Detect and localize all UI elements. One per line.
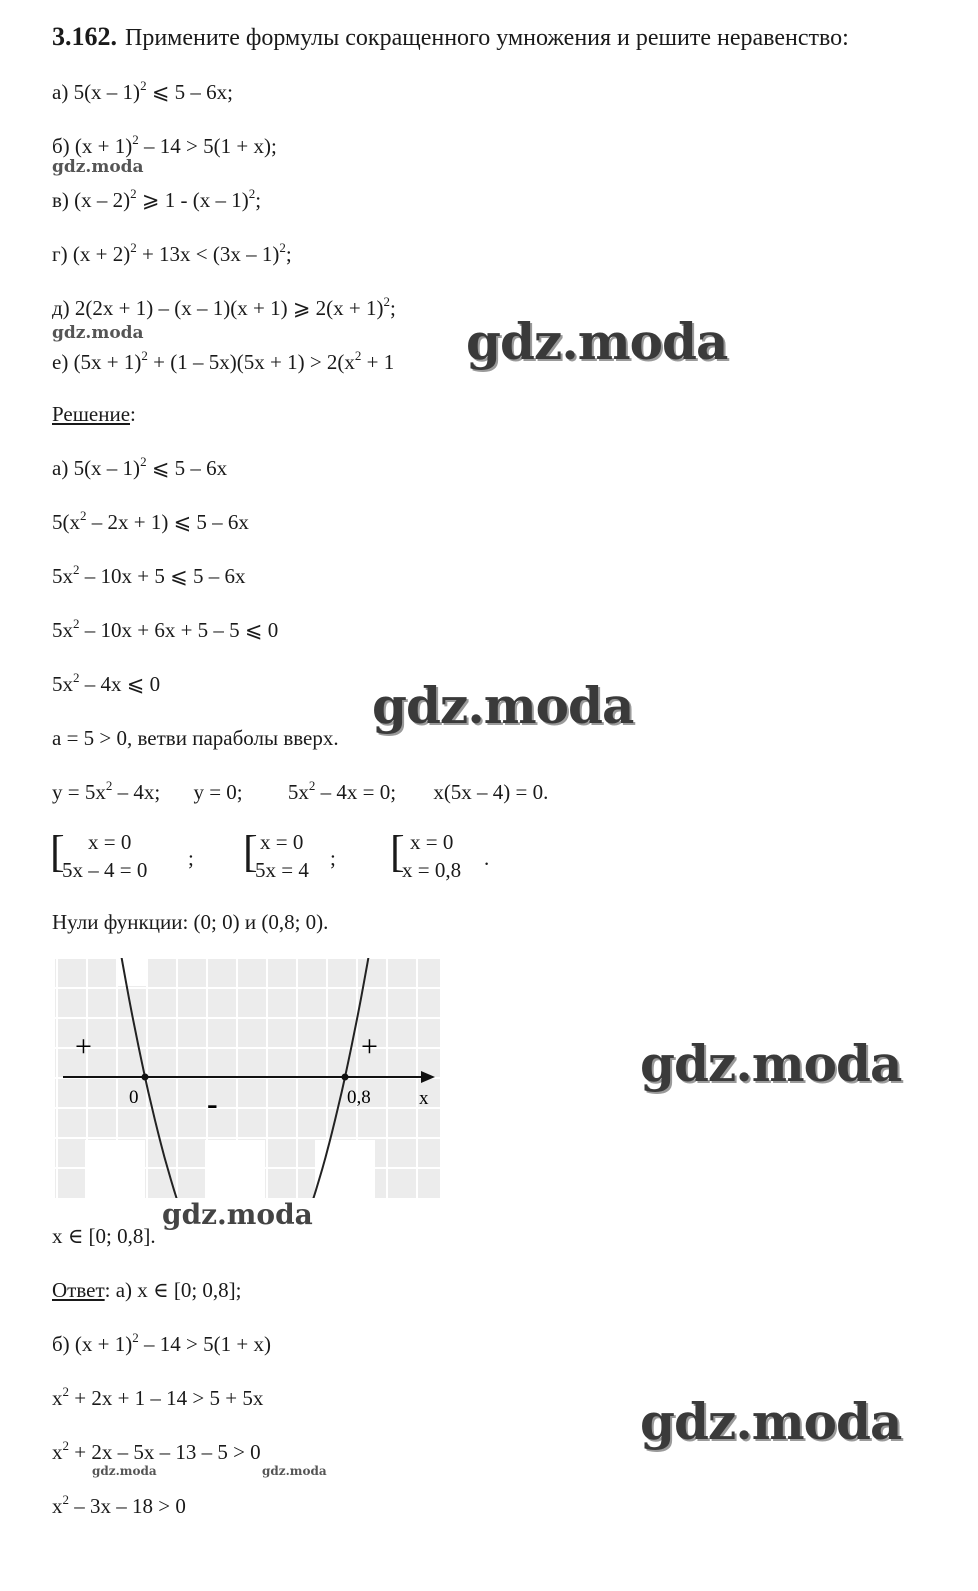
step-4: $5x^2 - 10x + 6x + 5 - 5$ ⩽ 0 [52, 616, 279, 642]
tick-label-0: 0 [129, 1087, 139, 1108]
watermark: gdz.moda [372, 676, 634, 735]
problem-title [52, 22, 849, 52]
step-7: $y = 5x^2 - 4x$; y = 0; $5x^2 - 4x = 0$; x(5x – 4) = 0. [52, 778, 549, 804]
problem-item-e: е) $(5x + 1)^2 + (1 - 5x)(5x + 1) > 2(x^2 + 1$ [52, 348, 395, 374]
part-b-step-4: $x^2 - 3x - 18 > 0$ [52, 1492, 186, 1518]
problem-item-b: б) $(x + 1)^2 - 14 > 5(1 + x)$; [52, 132, 277, 158]
solution-heading: Решение: [52, 402, 136, 426]
graph-white-patch [205, 1140, 265, 1198]
problem-statement: Примените формулы сокращенного умножения и решите неравенство: [125, 25, 849, 51]
graph-white-patch [85, 1140, 145, 1198]
sign-plus-right: + [361, 1030, 378, 1063]
problem-item-d: д) 2(2x + 1) – (x – 1)(x + 1) ⩾ $2(x + 1)^2$; [52, 294, 396, 320]
x-axis-label: x [419, 1088, 429, 1109]
separator-1: ; [188, 846, 194, 870]
watermark: gdz.moda [262, 1464, 327, 1478]
system-1: x = 0 5x – 4 = 0 [62, 830, 148, 882]
problem-item-v: в) (x – 2)$^2$ ⩾ 1 - (x – 1)$^2$; [52, 186, 262, 212]
zero-point-0-8 [342, 1074, 349, 1081]
system-3: x = 0 x = 0,8 [402, 830, 462, 882]
separator-2: ; [330, 846, 336, 870]
watermark: gdz.moda [162, 1198, 313, 1231]
function-zeros: Нули функции: (0; 0) и (0,8; 0). [52, 910, 329, 934]
separator-3: . [484, 846, 490, 870]
step-5: $5x^2 - 4x$ ⩽ 0 [52, 670, 161, 696]
part-b-step-3: $x^2 + 2x - 5x - 13 - 5 > 0$ [52, 1438, 261, 1464]
problem-number: 3.162. [52, 22, 117, 51]
graph-white-patch [315, 1140, 375, 1198]
part-b-step-1: б) $(x + 1)^2 - 14 > 5(1 + x)$ [52, 1330, 271, 1356]
step-1: а) 5(x – 1)$^2$ ⩽ 5 – 6x [52, 454, 228, 480]
parabola-graph [55, 958, 440, 1198]
bracket-2: [ [243, 827, 258, 876]
bracket-1: [ [50, 827, 65, 876]
solution-interval: x ∈ [0; 0,8]. [52, 1224, 156, 1248]
zero-point-0 [142, 1074, 149, 1081]
tick-label-0-8: 0,8 [347, 1087, 371, 1108]
sign-minus-middle: - [207, 1085, 218, 1121]
problem-item-a: а) 5(x – 1)$^2$ ⩽ 5 – 6x; [52, 78, 233, 104]
answer-line: Ответ: а) x ∈ [0; 0,8]; [52, 1278, 242, 1302]
watermark: gdz.moda [92, 1464, 157, 1478]
watermark: gdz.moda [466, 312, 728, 371]
watermark: gdz.moda [640, 1034, 902, 1093]
problem-item-g: г) $(x + 2)^2 + 13x < (3x - 1)^2$; [52, 240, 292, 266]
sign-plus-left: + [75, 1030, 92, 1063]
part-b-step-2: $x^2 + 2x + 1 - 14 > 5 + 5x$ [52, 1384, 264, 1410]
step-6: a = 5 > 0, ветви параболы вверх. [52, 726, 339, 750]
watermark: gdz.moda [640, 1392, 902, 1451]
watermark: gdz.moda [52, 157, 144, 177]
watermark: gdz.moda [52, 323, 144, 343]
bracket-3: [ [390, 827, 405, 876]
system-2: x = 0 5x = 4 [255, 830, 309, 882]
step-2: $5(x^2 - 2x + 1)$ ⩽ 5 – 6x [52, 508, 249, 534]
step-3: $5x^2 - 10x + 5$ ⩽ 5 – 6x [52, 562, 246, 588]
